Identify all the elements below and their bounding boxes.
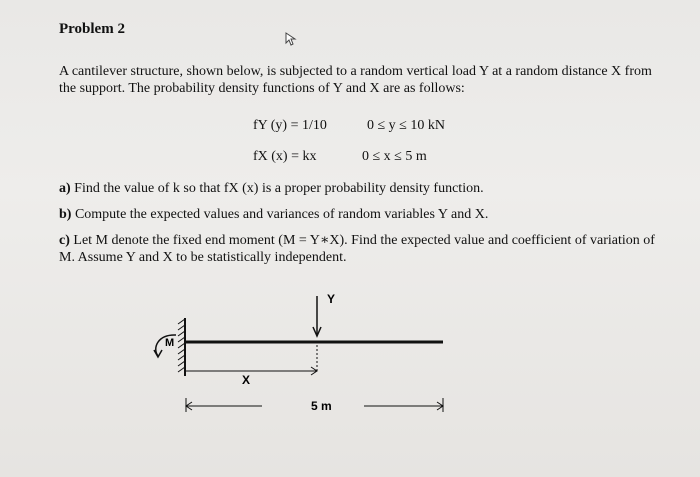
part-a-text: Find the value of k so that fX (x) is a proper probability density function.	[70, 181, 484, 196]
pdf-y-expression: fY (y) = 1/10	[253, 118, 327, 133]
support-hatching	[178, 319, 185, 372]
moment-label: M	[165, 337, 175, 349]
length-label: 5 m	[311, 399, 332, 413]
part-c-label: c)	[59, 233, 70, 248]
problem-intro: A cantilever structure, shown below, is subjected to a random vertical load Y at a random distance X from the support. The probability density functions of Y and X are as follows:	[59, 64, 652, 96]
load-label: Y	[327, 292, 336, 306]
pdf-x-range: 0 ≤ x ≤ 5 m	[362, 149, 427, 164]
distance-x-label: X	[242, 373, 251, 387]
part-c-text: Let M denote the fixed end moment (M = Y∗X). Find the expected value and coefficient of variation of M. Assume Y and X to be statistically independent.	[59, 233, 655, 265]
part-a-label: a)	[59, 181, 71, 196]
pdf-y-range: 0 ≤ y ≤ 10 kN	[367, 118, 445, 133]
problem-title: Problem 2	[59, 21, 125, 37]
part-b-text: Compute the expected values and variances of random variables Y and X.	[71, 207, 489, 222]
pdf-x-expression: fX (x) = kx	[253, 149, 317, 164]
part-b-label: b)	[59, 207, 72, 222]
